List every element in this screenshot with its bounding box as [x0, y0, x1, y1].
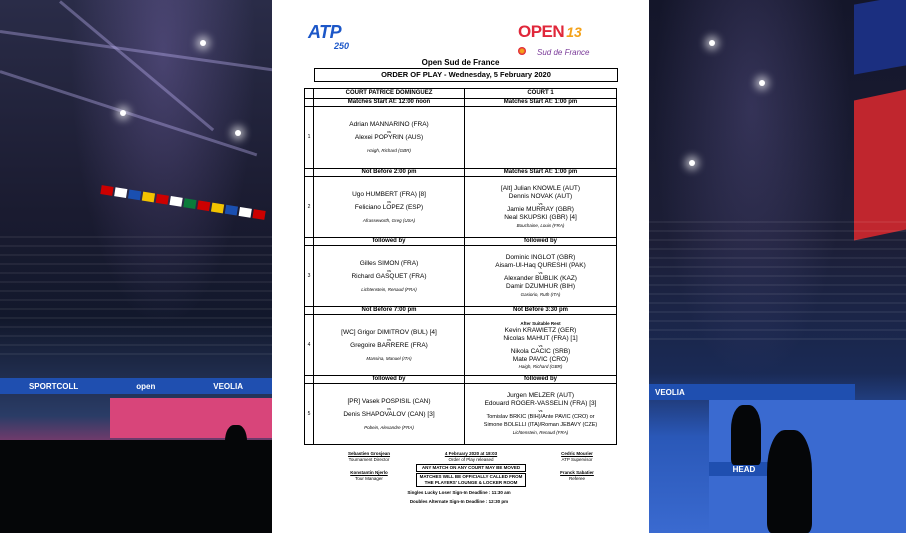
- sponsor-sportcoll: SPORTCOLL: [28, 381, 79, 391]
- start-time: Matches Start At: 12:00 noon: [314, 99, 465, 107]
- player: Jamie MURRAY (GBR): [507, 206, 574, 213]
- umpire: Haigh, Richard (GBR): [518, 363, 563, 369]
- roof-truss: [59, 0, 214, 131]
- referee-name: Franck Sabatier: [560, 470, 594, 475]
- player: Gilles SIMON (FRA): [359, 259, 419, 267]
- vs-label: vs: [387, 336, 391, 342]
- player: Alexei POPYRIN (AUS): [354, 134, 424, 141]
- umpire: Haigh, Richard (GBR): [367, 148, 411, 153]
- player: Alexander BUBLIK (KAZ): [504, 275, 577, 282]
- singles-deadline: Singles Lucky Loser Sign-In Deadline : 11:30 am: [407, 490, 511, 495]
- advertising-board: [0, 378, 272, 394]
- player: Adrian MANNARINO (FRA): [349, 121, 429, 128]
- stands: [649, 220, 906, 340]
- player: Aisam-Ul-Haq QURESHI (PAK): [495, 262, 586, 269]
- vs-label: vs: [387, 129, 391, 134]
- player: Edouard ROGER-VASSELIN (FRA) [3]: [484, 400, 597, 407]
- match-cell: [314, 177, 465, 238]
- release-label: Order of Play released: [448, 457, 494, 462]
- row-number: 1: [305, 107, 314, 169]
- player: Ugo HUMBERT (FRA) [8]: [352, 190, 426, 198]
- start-time: Matches Start At: 1:00 pm: [465, 99, 617, 107]
- match-cell: [314, 384, 465, 445]
- umpire: Mansina, Manuel (ITA): [366, 355, 412, 361]
- flower-icon: [518, 47, 526, 55]
- player: Jurgen MELZER (AUT): [506, 392, 575, 399]
- vs-label: vs: [538, 201, 543, 206]
- line-judge-silhouette: [731, 405, 761, 465]
- player: Nikola CACIC (SRB): [510, 347, 571, 355]
- match-cell: [465, 246, 617, 307]
- foreground-crowd: [0, 440, 272, 533]
- arena-light: [200, 40, 206, 46]
- tournament-title: Open Sud de France: [421, 58, 500, 67]
- sponsor-head: HEAD: [732, 464, 756, 474]
- supervisor-name: Cedric Mourier: [561, 451, 593, 456]
- ball-kid-silhouette: [767, 430, 812, 533]
- match-cell: [314, 246, 465, 307]
- atp-250-logo: ATP 250: [308, 22, 350, 51]
- sponsor-veolia: VEOLIA: [655, 387, 685, 397]
- arena-light: [759, 80, 765, 86]
- notice-moved: ANY MATCH ON ANY COURT MAY BE MOVED: [416, 464, 526, 472]
- umpire: Lichtenstein, Renaud (FRA): [361, 286, 417, 292]
- arena-light: [235, 130, 241, 136]
- schedule-note: Not Before 2:00 pm: [314, 169, 465, 177]
- schedule-note: followed by: [465, 238, 617, 246]
- player: Richard GASQUET (FRA): [351, 272, 427, 280]
- player: Gregoire BARRERE (FRA): [350, 341, 428, 349]
- notice-called: MATCHES WILL BE OFFICIALLY CALLED FROM THE PLAYERS' LOUNGE & LOCKER ROOM: [416, 473, 526, 487]
- umpire: Pobein, Alexandre (FRA): [364, 424, 414, 430]
- player: Damir DZUMHUR (BIH): [506, 283, 575, 290]
- vs-label: vs: [538, 408, 543, 413]
- referee-role: Referee: [568, 476, 585, 481]
- order-of-play-table: [304, 88, 617, 445]
- schedule-note: followed by: [314, 376, 465, 384]
- footer-left: [334, 451, 404, 482]
- row-number: 5: [305, 384, 314, 445]
- umpire: Gasiorio, Ruth (ITA): [520, 292, 561, 297]
- match-cell: [465, 177, 617, 238]
- footer-right: [542, 451, 612, 482]
- order-of-play-date: ORDER OF PLAY - Wednesday, 5 February 2020: [314, 68, 618, 82]
- court-surface: [110, 398, 272, 438]
- hanging-banner: [854, 0, 906, 75]
- umpire: Lichtenstein, Renaud (FRA): [512, 430, 569, 435]
- supervisor-role: ATP Supervisor: [561, 457, 593, 462]
- vs-label: vs: [387, 267, 391, 273]
- doubles-deadline: Doubles Alternate Sign-In Deadline : 12:30 pm: [409, 499, 509, 504]
- vs-label: vs: [387, 198, 391, 204]
- player: Tomislav BRKIC (BIH)/Ante PAVIC (CRO) or: [486, 414, 595, 420]
- schedule-note: Matches Start At: 1:00 pm: [465, 169, 617, 177]
- match-cell: [465, 384, 617, 445]
- umpire: Bouchaine, Louis (FRA): [516, 223, 565, 228]
- match-cell: [465, 315, 617, 376]
- row-number: 3: [305, 246, 314, 307]
- schedule-note: Not Before 3:30 pm: [465, 307, 617, 315]
- stands: [0, 235, 272, 355]
- court-header: COURT 1: [465, 89, 617, 99]
- player: Neal SKUPSKI (GBR) [4]: [504, 214, 577, 221]
- vs-label: vs: [538, 342, 543, 348]
- tour-manager-name: Konstantin Njerlo: [350, 470, 388, 475]
- player: Dominic INGLOT (GBR): [505, 254, 576, 261]
- player: Denis SHAPOVALOV (CAN) [3]: [343, 410, 435, 418]
- arena-photo-right: [649, 0, 906, 533]
- sponsor-open: open: [136, 381, 156, 391]
- footer-middle: [416, 451, 526, 487]
- match-cell-empty: [465, 107, 617, 169]
- open-sud-de-france-logo: OPEN 13 Sud de France: [518, 22, 590, 57]
- arena-light: [120, 110, 126, 116]
- occitanie-banner: [854, 89, 906, 240]
- vs-label: vs: [387, 405, 391, 411]
- after-rest-note: After Suitable Rest: [520, 320, 561, 326]
- advertising-board: [649, 384, 855, 400]
- tour-manager-role: Tour Manager: [355, 476, 383, 481]
- player: [Alt] Julian KNOWLE (AUT): [500, 185, 581, 192]
- sponsor-veolia: VEOLIA: [213, 381, 244, 391]
- player: Feliciano LOPEZ (ESP): [354, 203, 424, 211]
- court-header: COURT PATRICE DOMINGUEZ: [314, 89, 465, 99]
- match-cell: [314, 107, 465, 169]
- order-of-play-sheet: [272, 0, 649, 533]
- player: Nicolas MAHUT (FRA) [1]: [503, 334, 578, 342]
- player: Kevin KRAWIETZ (GER): [504, 326, 577, 334]
- player: Simone BOLELLI (ITA)/Roman JEBAVY (CZE): [483, 422, 598, 428]
- country-flags: [100, 185, 265, 220]
- schedule-note: followed by: [465, 376, 617, 384]
- schedule-note: followed by: [314, 238, 465, 246]
- tournament-director-name: Sebastien Grosjean: [347, 451, 391, 456]
- player: [WC] Grigor DIMITROV (BUL) [4]: [341, 328, 437, 336]
- arena-light: [709, 40, 715, 46]
- player: Mate PAVIC (CRO): [512, 355, 569, 363]
- schedule-note: Not Before 7:00 pm: [314, 307, 465, 315]
- player: [PR] Vasek POSPISIL (CAN): [347, 397, 431, 405]
- vs-label: vs: [538, 270, 543, 275]
- player: Dennis NOVAK (AUT): [508, 193, 573, 200]
- row-number: 2: [305, 177, 314, 238]
- arena-light: [689, 160, 695, 166]
- umpire: Afrasseworth, Greg (USA): [362, 217, 416, 223]
- arena-photo-left: [0, 0, 272, 533]
- roof-truss: [0, 70, 257, 156]
- row-number: 4: [305, 315, 314, 376]
- tournament-director-role: Tournament Director: [348, 457, 390, 462]
- match-cell: [314, 315, 465, 376]
- release-date: 4 February 2020 at 18:03: [444, 451, 498, 456]
